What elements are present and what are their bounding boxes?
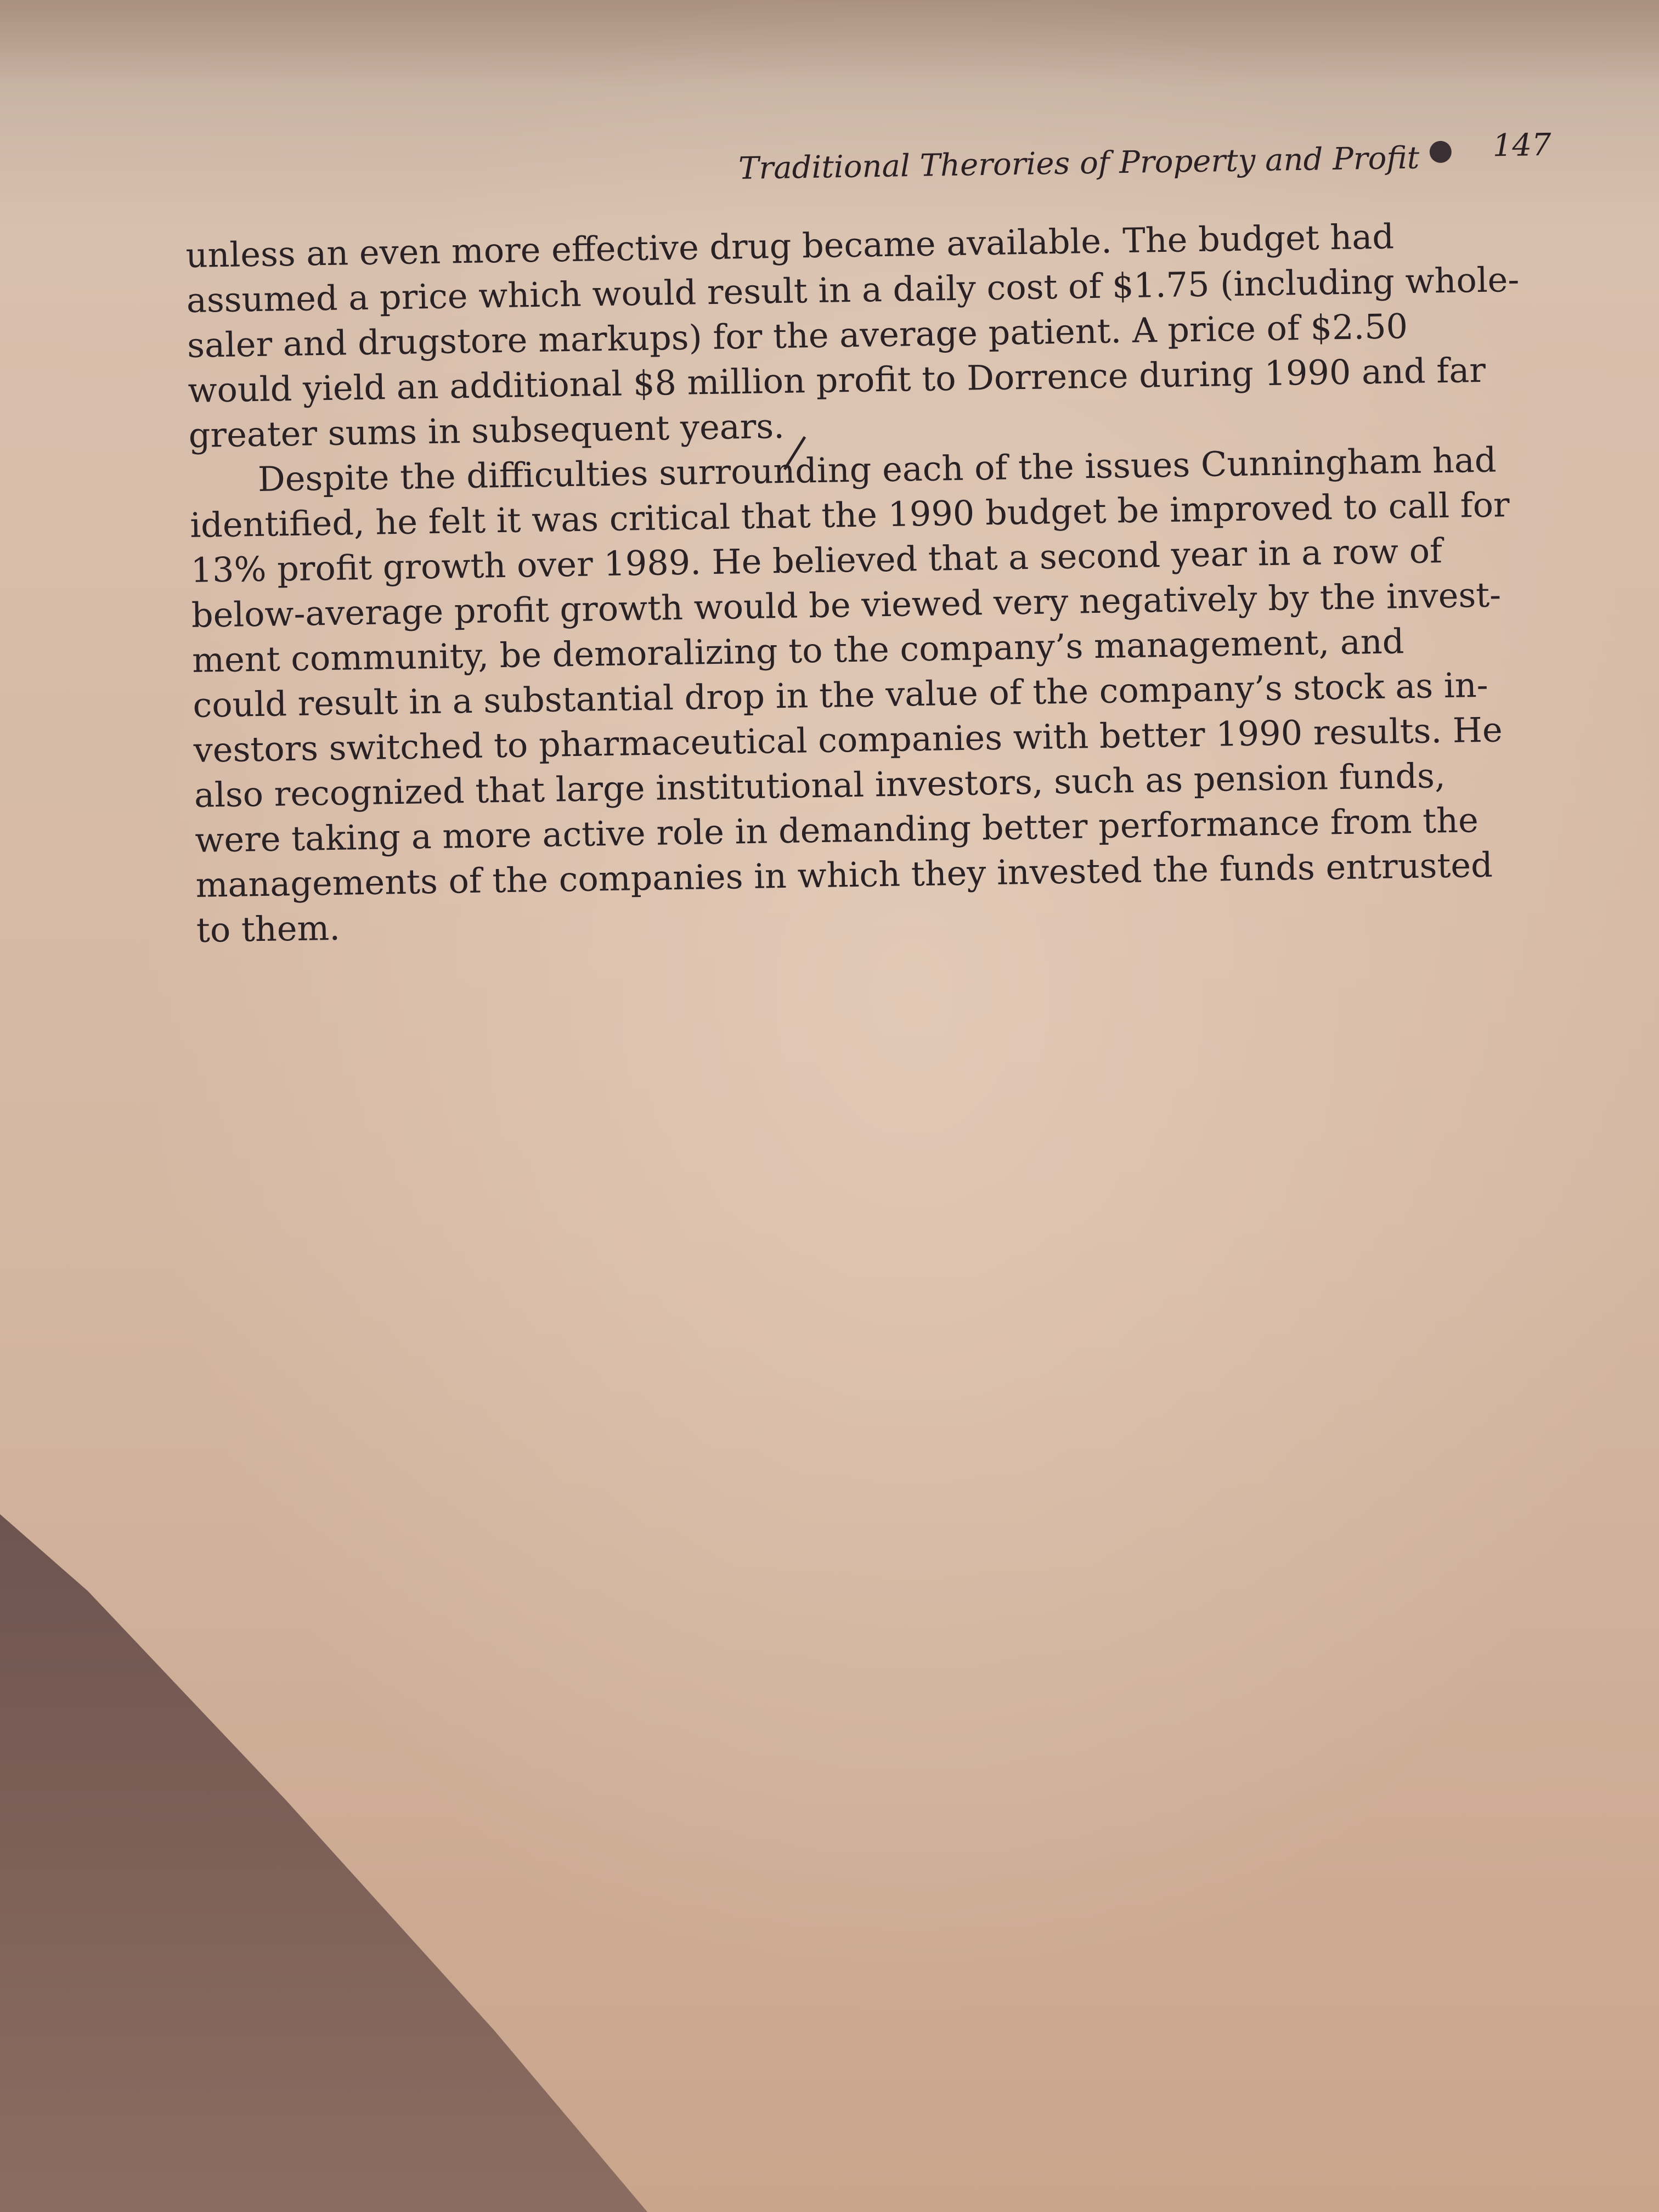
page-number: 147 [1492,127,1552,164]
text-line: saler and drugstore markups) for the average patient. A price of $2.50 [187,306,1408,365]
text-line: below-average profit growth would be viewed very negatively by the invest- [191,574,1502,635]
text-line: also recognized that large institutional investors, such as pension funds, [194,755,1446,815]
text-line: Despite the difficulties surrounding each of the issues Cunningham had [257,439,1497,499]
text-line: identified, he felt it was critical that the 1990 budget be improved to call for [189,484,1510,545]
text-line: assumed a price which would result in a daily cost of $1.75 (including whole- [186,259,1520,320]
text-line: 13% profit growth over 1989. He believed that a second year in a row of [190,531,1443,590]
body-text [185,212,1557,953]
text-line: ment community, be demoralizing to the company’s management, and [191,621,1404,680]
text-line: managements of the companies in which they invested the funds entrusted [195,844,1493,905]
text-line: could result in a substantial drop in the value of the company’s stock as in- [192,664,1489,725]
bullet-icon [1430,141,1452,163]
text-line: greater sums in subsequent years. [188,405,785,455]
text-line: vestors switched to pharmaceutical companies with better 1990 results. He [193,709,1503,770]
text-line: were taking a more active role in demanding better performance from the [194,800,1479,860]
running-head [738,116,1551,189]
text-line: unless an even more effective drug became available. The budget had [185,216,1395,275]
text-line: would yield an additional $8 million profit to Dorrence during 1990 and far [187,349,1486,410]
running-head-title: Traditional Therories of Property and Profit [738,140,1420,187]
text-line: to them. [196,907,341,950]
